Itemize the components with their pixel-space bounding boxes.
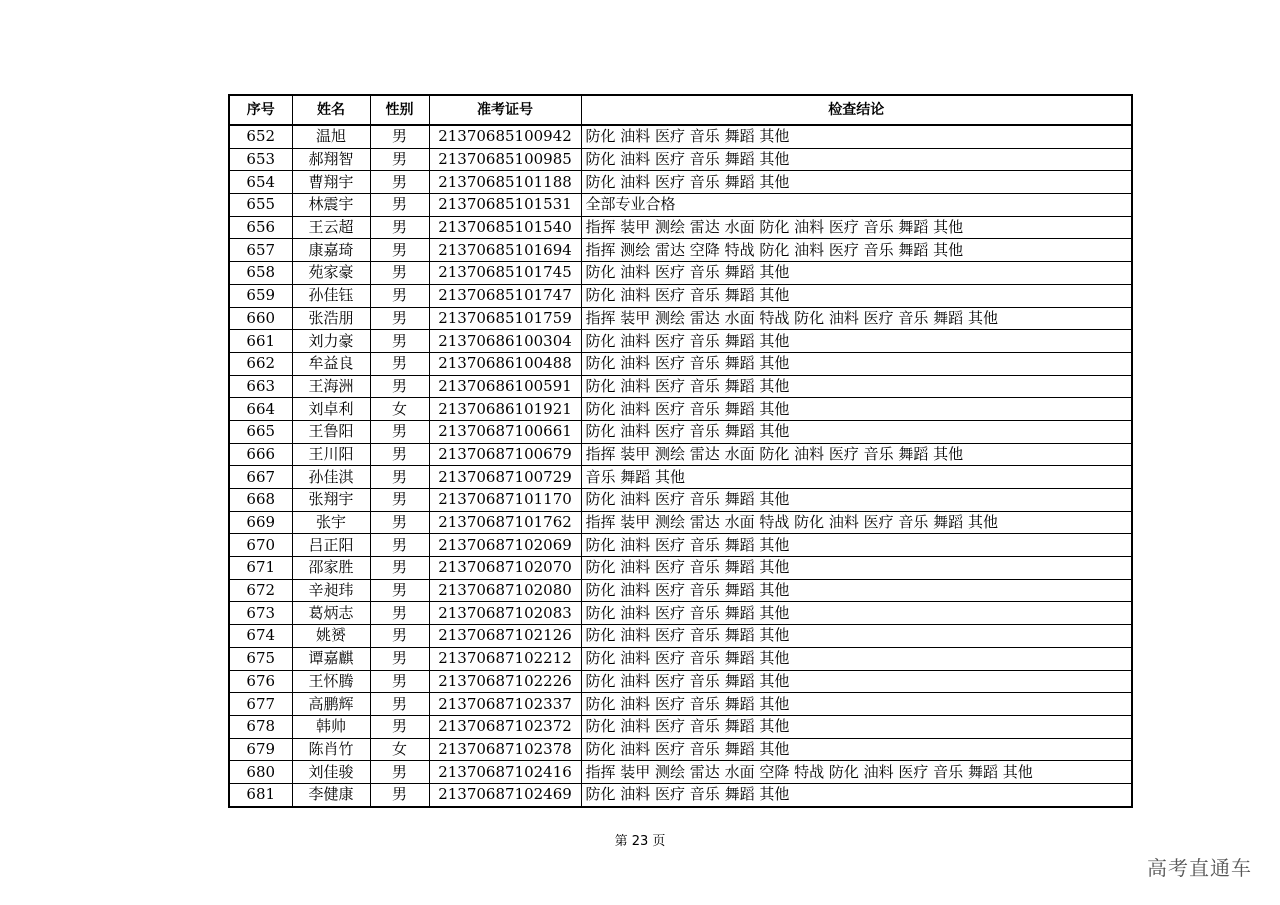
name-cell: 郝翔智	[292, 148, 370, 171]
seq-cell: 673	[229, 602, 292, 625]
name-cell: 曹翔宇	[292, 171, 370, 194]
table-row	[229, 511, 1132, 534]
seq-cell: 676	[229, 670, 292, 693]
exam-number-cell: 21370685101531	[429, 194, 581, 217]
conclusion-cell: 指挥 装甲 测绘 雷达 水面 特战 防化 油料 医疗 音乐 舞蹈 其他	[581, 511, 1132, 534]
name-cell: 辛昶玮	[292, 579, 370, 602]
conclusion-cell: 防化 油料 医疗 音乐 舞蹈 其他	[581, 489, 1132, 512]
seq-cell: 665	[229, 420, 292, 443]
name-cell: 张翔宇	[292, 489, 370, 512]
seq-cell: 666	[229, 443, 292, 466]
header-seq: 序号	[229, 95, 292, 125]
name-cell: 王怀腾	[292, 670, 370, 693]
exam-number-cell: 21370687102469	[429, 783, 581, 806]
gender-cell: 男	[370, 693, 429, 716]
conclusion-cell: 音乐 舞蹈 其他	[581, 466, 1132, 489]
seq-cell: 658	[229, 262, 292, 285]
seq-cell: 654	[229, 171, 292, 194]
table-row	[229, 557, 1132, 580]
seq-cell: 669	[229, 511, 292, 534]
watermark: 高考直通车	[1147, 856, 1252, 880]
seq-cell: 664	[229, 398, 292, 421]
exam-number-cell: 21370685101188	[429, 171, 581, 194]
gender-cell: 男	[370, 443, 429, 466]
table-row	[229, 489, 1132, 512]
header-gender: 性别	[370, 95, 429, 125]
name-cell: 王鲁阳	[292, 420, 370, 443]
table-row	[229, 171, 1132, 194]
gender-cell: 男	[370, 330, 429, 353]
exam-number-cell: 21370685101540	[429, 216, 581, 239]
exam-number-cell: 21370685100985	[429, 148, 581, 171]
exam-number-cell: 21370687100661	[429, 420, 581, 443]
table-row	[229, 761, 1132, 784]
exam-number-cell: 21370686100591	[429, 375, 581, 398]
table-row	[229, 307, 1132, 330]
exam-number-cell: 21370687102226	[429, 670, 581, 693]
table-row	[229, 262, 1132, 285]
seq-cell: 677	[229, 693, 292, 716]
table-row	[229, 375, 1132, 398]
conclusion-cell: 防化 油料 医疗 音乐 舞蹈 其他	[581, 602, 1132, 625]
gender-cell: 男	[370, 761, 429, 784]
table-row	[229, 194, 1132, 217]
seq-cell: 668	[229, 489, 292, 512]
gender-cell: 男	[370, 420, 429, 443]
conclusion-cell: 防化 油料 医疗 音乐 舞蹈 其他	[581, 398, 1132, 421]
exam-number-cell: 21370686100304	[429, 330, 581, 353]
exam-number-cell: 21370687102416	[429, 761, 581, 784]
gender-cell: 男	[370, 670, 429, 693]
conclusion-cell: 防化 油料 医疗 音乐 舞蹈 其他	[581, 557, 1132, 580]
exam-number-cell: 21370685100942	[429, 125, 581, 148]
seq-cell: 653	[229, 148, 292, 171]
conclusion-cell: 指挥 装甲 测绘 雷达 水面 防化 油料 医疗 音乐 舞蹈 其他	[581, 443, 1132, 466]
table-row	[229, 693, 1132, 716]
name-cell: 姚赟	[292, 625, 370, 648]
page-number: 第 23 页	[614, 834, 666, 849]
seq-cell: 655	[229, 194, 292, 217]
gender-cell: 男	[370, 375, 429, 398]
conclusion-cell: 防化 油料 医疗 音乐 舞蹈 其他	[581, 783, 1132, 806]
name-cell: 王川阳	[292, 443, 370, 466]
gender-cell: 男	[370, 216, 429, 239]
gender-cell: 男	[370, 602, 429, 625]
gender-cell: 男	[370, 352, 429, 375]
seq-cell: 656	[229, 216, 292, 239]
conclusion-cell: 防化 油料 医疗 音乐 舞蹈 其他	[581, 125, 1132, 148]
gender-cell: 男	[370, 625, 429, 648]
seq-cell: 678	[229, 715, 292, 738]
name-cell: 孙佳淇	[292, 466, 370, 489]
header-conclusion: 检查结论	[581, 95, 1132, 125]
conclusion-cell: 防化 油料 医疗 音乐 舞蹈 其他	[581, 262, 1132, 285]
conclusion-cell: 防化 油料 医疗 音乐 舞蹈 其他	[581, 670, 1132, 693]
name-cell: 李健康	[292, 783, 370, 806]
name-cell: 王海洲	[292, 375, 370, 398]
exam-number-cell: 21370687102378	[429, 738, 581, 761]
name-cell: 葛炳志	[292, 602, 370, 625]
gender-cell: 男	[370, 307, 429, 330]
exam-number-cell: 21370686101921	[429, 398, 581, 421]
exam-results-table	[228, 94, 1133, 808]
name-cell: 刘力豪	[292, 330, 370, 353]
conclusion-cell: 指挥 装甲 测绘 雷达 水面 特战 防化 油料 医疗 音乐 舞蹈 其他	[581, 307, 1132, 330]
seq-cell: 680	[229, 761, 292, 784]
exam-number-cell: 21370687102337	[429, 693, 581, 716]
gender-cell: 男	[370, 171, 429, 194]
exam-number-cell: 21370687102070	[429, 557, 581, 580]
name-cell: 康嘉琦	[292, 239, 370, 262]
gender-cell: 男	[370, 466, 429, 489]
table-row	[229, 398, 1132, 421]
exam-number-cell: 21370687102372	[429, 715, 581, 738]
table-row	[229, 330, 1132, 353]
gender-cell: 男	[370, 489, 429, 512]
conclusion-cell: 防化 油料 医疗 音乐 舞蹈 其他	[581, 330, 1132, 353]
seq-cell: 674	[229, 625, 292, 648]
name-cell: 刘佳骏	[292, 761, 370, 784]
table-row	[229, 579, 1132, 602]
gender-cell: 男	[370, 534, 429, 557]
gender-cell: 男	[370, 783, 429, 806]
conclusion-cell: 防化 油料 医疗 音乐 舞蹈 其他	[581, 579, 1132, 602]
gender-cell: 男	[370, 557, 429, 580]
seq-cell: 662	[229, 352, 292, 375]
seq-cell: 681	[229, 783, 292, 806]
exam-number-cell: 21370687101762	[429, 511, 581, 534]
seq-cell: 675	[229, 647, 292, 670]
table-row	[229, 148, 1132, 171]
gender-cell: 男	[370, 647, 429, 670]
conclusion-cell: 防化 油料 医疗 音乐 舞蹈 其他	[581, 420, 1132, 443]
exam-number-cell: 21370687102080	[429, 579, 581, 602]
name-cell: 韩帅	[292, 715, 370, 738]
table-row	[229, 602, 1132, 625]
seq-cell: 661	[229, 330, 292, 353]
header-exam-number: 准考证号	[429, 95, 581, 125]
header-row	[229, 95, 1132, 125]
table-row	[229, 284, 1132, 307]
seq-cell: 663	[229, 375, 292, 398]
name-cell: 谭嘉麒	[292, 647, 370, 670]
gender-cell: 男	[370, 194, 429, 217]
header-name: 姓名	[292, 95, 370, 125]
exam-number-cell: 21370687101170	[429, 489, 581, 512]
exam-number-cell: 21370685101694	[429, 239, 581, 262]
seq-cell: 667	[229, 466, 292, 489]
table-row	[229, 125, 1132, 148]
table-row	[229, 625, 1132, 648]
exam-number-cell: 21370685101745	[429, 262, 581, 285]
gender-cell: 女	[370, 738, 429, 761]
exam-number-cell: 21370687100679	[429, 443, 581, 466]
conclusion-cell: 防化 油料 医疗 音乐 舞蹈 其他	[581, 534, 1132, 557]
conclusion-cell: 防化 油料 医疗 音乐 舞蹈 其他	[581, 284, 1132, 307]
gender-cell: 男	[370, 262, 429, 285]
table-row	[229, 783, 1132, 806]
table-row	[229, 715, 1132, 738]
name-cell: 林震宇	[292, 194, 370, 217]
table-row	[229, 647, 1132, 670]
conclusion-cell: 防化 油料 医疗 音乐 舞蹈 其他	[581, 625, 1132, 648]
exam-number-cell: 21370687102212	[429, 647, 581, 670]
gender-cell: 男	[370, 579, 429, 602]
table-row	[229, 466, 1132, 489]
seq-cell: 670	[229, 534, 292, 557]
exam-number-cell: 21370685101747	[429, 284, 581, 307]
gender-cell: 男	[370, 284, 429, 307]
exam-number-cell: 21370687102126	[429, 625, 581, 648]
seq-cell: 659	[229, 284, 292, 307]
conclusion-cell: 防化 油料 医疗 音乐 舞蹈 其他	[581, 693, 1132, 716]
gender-cell: 女	[370, 398, 429, 421]
table-row	[229, 352, 1132, 375]
conclusion-cell: 防化 油料 医疗 音乐 舞蹈 其他	[581, 171, 1132, 194]
name-cell: 邵家胜	[292, 557, 370, 580]
conclusion-cell: 指挥 装甲 测绘 雷达 水面 防化 油料 医疗 音乐 舞蹈 其他	[581, 216, 1132, 239]
exam-number-cell: 21370685101759	[429, 307, 581, 330]
table-header	[229, 95, 1132, 125]
seq-cell: 660	[229, 307, 292, 330]
table-row	[229, 239, 1132, 262]
name-cell: 牟益良	[292, 352, 370, 375]
gender-cell: 男	[370, 715, 429, 738]
table-row	[229, 216, 1132, 239]
table-body	[229, 125, 1132, 807]
seq-cell: 679	[229, 738, 292, 761]
name-cell: 张宇	[292, 511, 370, 534]
table-row	[229, 420, 1132, 443]
name-cell: 王云超	[292, 216, 370, 239]
conclusion-cell: 指挥 测绘 雷达 空降 特战 防化 油料 医疗 音乐 舞蹈 其他	[581, 239, 1132, 262]
name-cell: 张浩朋	[292, 307, 370, 330]
table-row	[229, 443, 1132, 466]
exam-number-cell: 21370687102083	[429, 602, 581, 625]
exam-number-cell: 21370687102069	[429, 534, 581, 557]
exam-number-cell: 21370686100488	[429, 352, 581, 375]
name-cell: 陈肖竹	[292, 738, 370, 761]
conclusion-cell: 防化 油料 医疗 音乐 舞蹈 其他	[581, 375, 1132, 398]
name-cell: 温旭	[292, 125, 370, 148]
conclusion-cell: 全部专业合格	[581, 194, 1132, 217]
conclusion-cell: 防化 油料 医疗 音乐 舞蹈 其他	[581, 647, 1132, 670]
conclusion-cell: 指挥 装甲 测绘 雷达 水面 空降 特战 防化 油料 医疗 音乐 舞蹈 其他	[581, 761, 1132, 784]
name-cell: 孙佳钰	[292, 284, 370, 307]
conclusion-cell: 防化 油料 医疗 音乐 舞蹈 其他	[581, 148, 1132, 171]
gender-cell: 男	[370, 125, 429, 148]
conclusion-cell: 防化 油料 医疗 音乐 舞蹈 其他	[581, 352, 1132, 375]
name-cell: 高鹏辉	[292, 693, 370, 716]
conclusion-cell: 防化 油料 医疗 音乐 舞蹈 其他	[581, 738, 1132, 761]
name-cell: 吕正阳	[292, 534, 370, 557]
gender-cell: 男	[370, 239, 429, 262]
seq-cell: 652	[229, 125, 292, 148]
table-row	[229, 670, 1132, 693]
gender-cell: 男	[370, 148, 429, 171]
seq-cell: 672	[229, 579, 292, 602]
table-row	[229, 738, 1132, 761]
gender-cell: 男	[370, 511, 429, 534]
conclusion-cell: 防化 油料 医疗 音乐 舞蹈 其他	[581, 715, 1132, 738]
table-row	[229, 534, 1132, 557]
seq-cell: 671	[229, 557, 292, 580]
name-cell: 刘卓利	[292, 398, 370, 421]
seq-cell: 657	[229, 239, 292, 262]
name-cell: 苑家豪	[292, 262, 370, 285]
exam-number-cell: 21370687100729	[429, 466, 581, 489]
